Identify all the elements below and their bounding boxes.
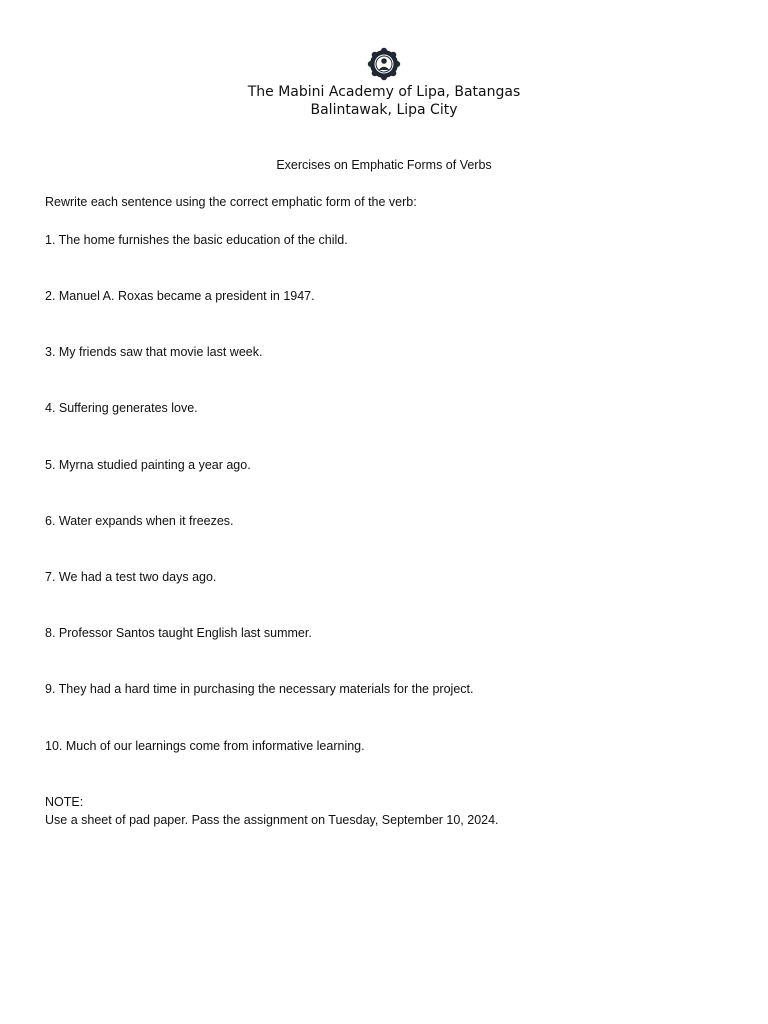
instructions: Rewrite each sentence using the correct emphatic form of the verb: (45, 195, 417, 209)
note-label: NOTE: (45, 795, 84, 809)
school-name: The Mabini Academy of Lipa, Batangas (247, 84, 521, 100)
school-address: Balintawak, Lipa City (310, 102, 458, 118)
note-text: Use a sheet of pad paper. Pass the assignment on Tuesday, September 10, 2024. (45, 813, 499, 827)
exercise-item-2: 2. Manuel A. Roxas became a president in 1947. (45, 289, 315, 303)
exercise-item-1: 1. The home furnishes the basic education of the child. (45, 233, 348, 247)
exercise-item-9: 9. They had a hard time in purchasing the necessary materials for the project. (45, 682, 474, 696)
school-seal-icon (367, 47, 401, 81)
exercise-item-8: 8. Professor Santos taught English last summer. (45, 626, 312, 640)
exercise-item-4: 4. Suffering generates love. (45, 401, 198, 415)
worksheet-title: Exercises on Emphatic Forms of Verbs (276, 158, 492, 172)
exercise-item-7: 7. We had a test two days ago. (45, 570, 217, 584)
exercise-item-5: 5. Myrna studied painting a year ago. (45, 458, 251, 472)
exercise-item-6: 6. Water expands when it freezes. (45, 514, 234, 528)
exercise-item-3: 3. My friends saw that movie last week. (45, 345, 263, 359)
exercise-item-10: 10. Much of our learnings come from informative learning. (45, 739, 365, 753)
